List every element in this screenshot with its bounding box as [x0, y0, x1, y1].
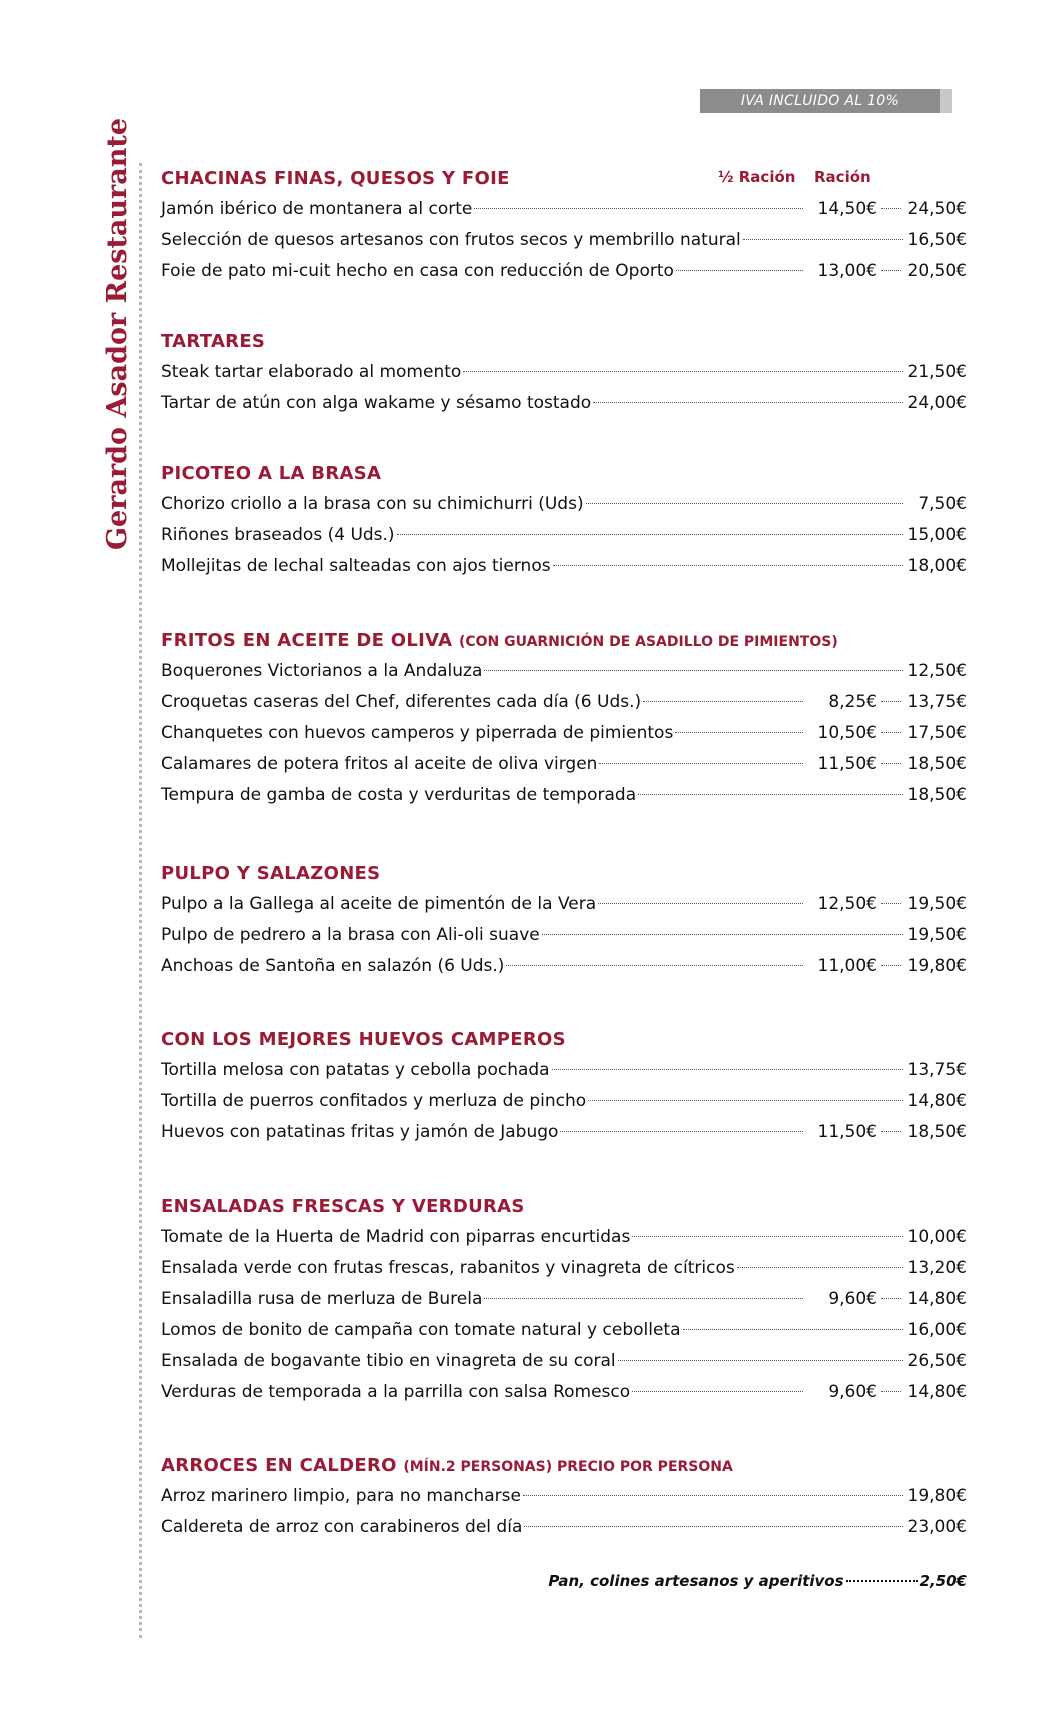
half-portion-price: 14,50€	[817, 199, 877, 219]
section-title	[161, 1450, 967, 1481]
menu-item	[161, 1315, 967, 1346]
menu-item	[161, 1377, 967, 1408]
section-title-text: ARROCES EN CALDERO	[161, 1455, 397, 1476]
leader-dots	[683, 1329, 903, 1330]
leader-dots	[474, 208, 803, 209]
full-portion-price: 12,50€	[907, 661, 967, 681]
menu-section	[161, 1450, 967, 1543]
menu-item	[161, 1346, 967, 1377]
full-portion-price: 19,80€	[907, 956, 967, 976]
full-portion-price: 19,50€	[907, 925, 967, 945]
leader-dots	[524, 1526, 903, 1527]
leader-dots	[881, 965, 901, 966]
section-subtitle: (MÍN.2 PERSONAS) PRECIO POR PERSONA	[403, 1459, 733, 1475]
dish-name: Pulpo de pedrero a la brasa con Ali-oli suave	[161, 925, 540, 945]
menu-item	[161, 780, 967, 811]
leader-dots	[881, 1391, 901, 1392]
menu-section	[161, 458, 967, 582]
menu-section	[161, 326, 967, 419]
full-portion-price: 17,50€	[907, 723, 967, 743]
half-portion-price: 11,50€	[817, 1122, 877, 1142]
dish-name: Tempura de gamba de costa y verduritas de temporada	[161, 785, 637, 805]
section-title-text: FRITOS EN ACEITE DE OLIVA	[161, 630, 453, 651]
leader-dots	[675, 732, 803, 733]
leader-dots	[586, 503, 903, 504]
full-portion-price: 13,75€	[907, 692, 967, 712]
leader-dots	[598, 903, 803, 904]
half-portion-price: 12,50€	[817, 894, 877, 914]
leader-dots	[618, 1360, 903, 1361]
leader-dots	[676, 270, 803, 271]
menu-item	[161, 225, 967, 256]
leader-dots	[846, 1580, 918, 1582]
leader-dots	[506, 965, 803, 966]
leader-dots	[881, 1298, 901, 1299]
half-portion-price: 9,60€	[828, 1382, 877, 1402]
dish-name: Tortilla de puerros confitados y merluza de pincho	[161, 1091, 587, 1111]
menu-section	[161, 625, 967, 811]
full-portion-price: 15,00€	[907, 525, 967, 545]
leader-dots	[552, 1069, 903, 1070]
dish-name: Pulpo a la Gallega al aceite de pimentón de la Vera	[161, 894, 597, 914]
menu-item	[161, 388, 967, 419]
menu-item	[161, 551, 967, 582]
dish-name: Verduras de temporada a la parrilla con salsa Romesco	[161, 1382, 631, 1402]
menu-section	[161, 1024, 967, 1148]
dish-name: Riñones braseados (4 Uds.)	[161, 525, 395, 545]
menu-item	[161, 256, 967, 287]
leader-dots	[553, 565, 903, 566]
leader-dots	[881, 903, 901, 904]
dish-name: Tartar de atún con alga wakame y sésamo tostado	[161, 393, 592, 413]
full-portion-price: 14,80€	[907, 1289, 967, 1309]
full-portion-price: 18,00€	[907, 556, 967, 576]
leader-dots	[881, 701, 901, 702]
leader-dots	[643, 701, 803, 702]
dish-name: Tortilla melosa con patatas y cebolla pochada	[161, 1060, 550, 1080]
dish-name: Foie de pato mi-cuit hecho en casa con reducción de Oporto	[161, 261, 674, 281]
full-portion-price: 19,50€	[907, 894, 967, 914]
half-portion-price: 9,60€	[828, 1289, 877, 1309]
full-portion-price: 13,20€	[907, 1258, 967, 1278]
section-title	[161, 163, 967, 194]
menu-item	[161, 951, 967, 982]
menu-item	[161, 489, 967, 520]
full-portion-price: 13,75€	[907, 1060, 967, 1080]
section-title	[161, 1024, 967, 1055]
full-portion-header: Ración	[814, 168, 871, 186]
side-divider	[139, 163, 142, 1638]
leader-dots	[560, 1131, 803, 1132]
bread-charge-label: Pan, colines artesanos y aperitivos	[548, 1572, 844, 1590]
menu-item	[161, 1117, 967, 1148]
section-title-text: TARTARES	[161, 331, 266, 352]
menu-item	[161, 687, 967, 718]
leader-dots	[743, 239, 903, 240]
section-title-text: ENSALADAS FRESCAS Y VERDURAS	[161, 1196, 525, 1217]
section-subtitle: (CON GUARNICIÓN DE ASADILLO DE PIMIENTOS)	[458, 634, 838, 650]
full-portion-price: 14,80€	[907, 1091, 967, 1111]
full-portion-price: 23,00€	[907, 1517, 967, 1537]
menu-item	[161, 1086, 967, 1117]
full-portion-price: 10,00€	[907, 1227, 967, 1247]
half-portion-price: 10,50€	[817, 723, 877, 743]
menu-section	[161, 1191, 967, 1408]
dish-name: Boquerones Victorianos a la Andaluza	[161, 661, 483, 681]
menu-item	[161, 1222, 967, 1253]
full-portion-price: 18,50€	[907, 754, 967, 774]
leader-dots	[632, 1391, 803, 1392]
bread-charge	[540, 1572, 967, 1590]
leader-dots	[484, 1298, 803, 1299]
section-title-text: PICOTEO A LA BRASA	[161, 463, 382, 484]
half-portion-price: 11,00€	[817, 956, 877, 976]
leader-dots	[737, 1267, 903, 1268]
dish-name: Chorizo criollo a la brasa con su chimichurri (Uds)	[161, 494, 584, 514]
leader-dots	[542, 934, 903, 935]
menu-item	[161, 1055, 967, 1086]
section-title-text: PULPO Y SALAZONES	[161, 863, 381, 884]
section-title	[161, 858, 967, 889]
leader-dots	[638, 794, 903, 795]
full-portion-price: 16,00€	[907, 1320, 967, 1340]
menu-item	[161, 718, 967, 749]
leader-dots	[593, 402, 903, 403]
leader-dots	[881, 732, 901, 733]
leader-dots	[523, 1495, 903, 1496]
leader-dots	[881, 270, 901, 271]
menu-item	[161, 656, 967, 687]
dish-name: Lomos de bonito de campaña con tomate natural y cebolleta	[161, 1320, 681, 1340]
menu-item	[161, 1284, 967, 1315]
menu-item	[161, 889, 967, 920]
leader-dots	[397, 534, 903, 535]
dish-name: Ensalada verde con frutas frescas, rabanitos y vinagreta de cítricos	[161, 1258, 735, 1278]
menu-section	[161, 858, 967, 982]
iva-badge: IVA INCLUIDO AL 10%	[700, 89, 952, 113]
full-portion-price: 18,50€	[907, 785, 967, 805]
half-portion-price: 11,50€	[817, 754, 877, 774]
dish-name: Steak tartar elaborado al momento	[161, 362, 462, 382]
full-portion-price: 24,00€	[907, 393, 967, 413]
dish-name: Jamón ibérico de montanera al corte	[161, 199, 473, 219]
leader-dots	[484, 670, 903, 671]
dish-name: Selección de quesos artesanos con frutos secos y membrillo natural	[161, 230, 741, 250]
leader-dots	[599, 763, 803, 764]
bread-charge-price: 2,50€	[919, 1572, 967, 1590]
menu-item	[161, 1481, 967, 1512]
dish-name: Calamares de potera fritos al aceite de oliva virgen	[161, 754, 598, 774]
leader-dots	[463, 371, 903, 372]
menu-item	[161, 194, 967, 225]
full-portion-price: 26,50€	[907, 1351, 967, 1371]
section-title	[161, 458, 967, 489]
full-portion-price: 18,50€	[907, 1122, 967, 1142]
menu-item	[161, 1512, 967, 1543]
section-title	[161, 625, 967, 656]
dish-name: Huevos con patatinas fritas y jamón de Jabugo	[161, 1122, 559, 1142]
full-portion-price: 16,50€	[907, 230, 967, 250]
half-portion-header: ½ Ración	[718, 168, 796, 186]
dish-name: Ensalada de bogavante tibio en vinagreta de su coral	[161, 1351, 616, 1371]
full-portion-price: 14,80€	[907, 1382, 967, 1402]
leader-dots	[632, 1236, 903, 1237]
dish-name: Mollejitas de lechal salteadas con ajos tiernos	[161, 556, 551, 576]
menu-item	[161, 357, 967, 388]
full-portion-price: 21,50€	[907, 362, 967, 382]
half-portion-price: 8,25€	[828, 692, 877, 712]
section-title	[161, 326, 967, 357]
menu-item	[161, 749, 967, 780]
dish-name: Caldereta de arroz con carabineros del día	[161, 1517, 523, 1537]
full-portion-price: 7,50€	[918, 494, 967, 514]
dish-name: Arroz marinero limpio, para no mancharse	[161, 1486, 521, 1506]
dish-name: Croquetas caseras del Chef, diferentes cada día (6 Uds.)	[161, 692, 642, 712]
leader-dots	[881, 208, 901, 209]
full-portion-price: 20,50€	[907, 261, 967, 281]
restaurant-name: Gerardo Asador Restaurante	[102, 117, 133, 550]
menu-item	[161, 520, 967, 551]
menu-item	[161, 1253, 967, 1284]
menu-item	[161, 920, 967, 951]
dish-name: Ensaladilla rusa de merluza de Burela	[161, 1289, 483, 1309]
half-portion-price: 13,00€	[817, 261, 877, 281]
section-title-text: CHACINAS FINAS, QUESOS Y FOIE	[161, 168, 510, 189]
leader-dots	[881, 1131, 901, 1132]
leader-dots	[588, 1100, 903, 1101]
leader-dots	[881, 763, 901, 764]
dish-name: Chanquetes con huevos camperos y piperrada de pimientos	[161, 723, 674, 743]
dish-name: Anchoas de Santoña en salazón (6 Uds.)	[161, 956, 505, 976]
full-portion-price: 19,80€	[907, 1486, 967, 1506]
menu-section	[161, 163, 967, 287]
dish-name: Tomate de la Huerta de Madrid con piparras encurtidas	[161, 1227, 631, 1247]
full-portion-price: 24,50€	[907, 199, 967, 219]
section-title-text: CON LOS MEJORES HUEVOS CAMPEROS	[161, 1029, 566, 1050]
section-title	[161, 1191, 967, 1222]
